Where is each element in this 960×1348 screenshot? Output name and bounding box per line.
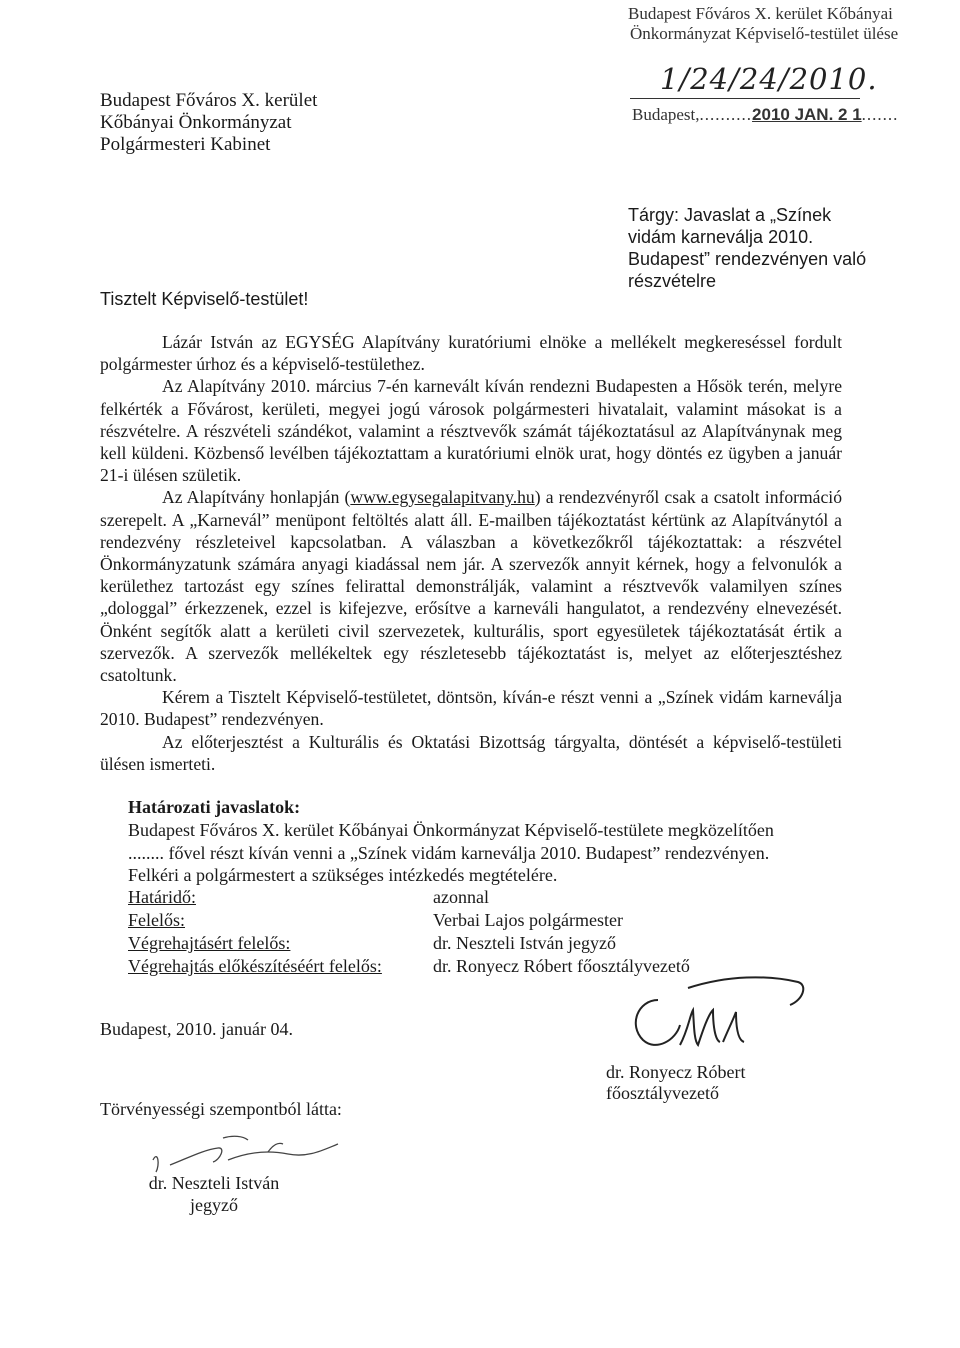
- paragraph-3-start: Az Alapítvány honlapján (: [162, 487, 351, 508]
- signature-ronyecz: [618, 970, 818, 1060]
- resolution-text: [128, 819, 848, 887]
- responsible-label: Felelős:: [128, 910, 185, 930]
- foundation-website-link[interactable]: www.egysegalapitvany.hu: [350, 487, 535, 508]
- received-city: Budapest,: [632, 105, 700, 124]
- paragraph-3: [100, 486, 842, 686]
- execution-row: [128, 932, 690, 955]
- registration-number: 1/24/24/2010.: [660, 62, 878, 96]
- resolution-title: Határozati javaslatok:: [128, 797, 301, 817]
- meeting-stamp: [628, 4, 898, 44]
- execution-label: Végrehajtásért felelős:: [128, 933, 291, 953]
- body-text: [100, 331, 842, 775]
- signer2-block: [148, 1172, 280, 1216]
- document-date: Budapest, 2010. január 04.: [100, 1019, 293, 1039]
- responsibility-table: [128, 886, 690, 978]
- execution-value: dr. Neszteli István jegyző: [433, 933, 616, 953]
- stamp-line-2: Önkormányzat Képviselő-testület ülése: [630, 24, 899, 43]
- responsible-row: [128, 909, 690, 932]
- paragraph-3-end: ) a rendezvényről csak a csatolt információ szerepelt. A „Karnevál” menüpont feltöltés alatt áll. E-mailben tájékoztatást kértünk az Alapítványtól a rendezvény részleteivel kapcsolatban. A válaszban a következőkről tájékoztattak: a részvétel Önkormányzatunk számára anyagi kiadással nem jár. A szervezők annyit kérnek, hogy a felvonulók a kerülethez tartozást egy színes felirattal demonstrálják, valamint a résztvevők valamilyen színes „dologgal” érkezzenek, ezzel is kifejezve, erősítve a karneváli hangulatot, a rendezvény elnevezését. Önként segítők alatt a kerületi civil szervezetek, kulturális, sport egyesületek tájékoztatását értik a szervezők. A szervezők mellékeltek egy részletesebb tájékoztatást is, melyet az előterjesztéshez csatoltunk.: [100, 487, 842, 686]
- subject: Tárgy: Javaslat a „Színek vidám karneválja 2010. Budapest” rendezvényen való részvételre: [628, 205, 867, 291]
- paragraph-2: Az Alapítvány 2010. március 7-én karnevált kíván rendezni Budapesten a Hősök terén, melyre felkérték a Fővárost, kerületi, megyei jogú városok polgármesteri hivatalait, valamint másokat is a részvételre. A részvételi szándékot, valamint a résztvevők számát tájékoztatásul az Alapítványnak meg kell küldeni. Közbenső levélben tájékoztattam a kuratóriumi elnök urat, hogy döntés ez ügyben a január 21-i ülésen születik.: [100, 376, 842, 486]
- signer-title: főosztályvezető: [606, 1083, 719, 1103]
- signer-block: [606, 1062, 745, 1104]
- paragraph-5: Az előterjesztést a Kulturális és Oktatási Bizottság tárgyalta, döntését a képviselő-testületi ülésen ismerteti.: [100, 731, 842, 774]
- issuer-line-3: Polgármesteri Kabinet: [100, 134, 271, 155]
- deadline-label: Határidő:: [128, 887, 196, 907]
- received-date: [632, 105, 898, 125]
- signer-name: dr. Ronyecz Róbert: [606, 1062, 746, 1082]
- signer2-title: jegyző: [190, 1195, 238, 1215]
- received-date-stamp: 2010 JAN. 2 1: [752, 105, 862, 124]
- deadline-row: [128, 886, 690, 909]
- stamp-line-1: Budapest Főváros X. kerület Kőbányai: [628, 4, 893, 23]
- preparation-row: [128, 955, 690, 978]
- date-dots-after: .......: [861, 105, 899, 124]
- issuer-block: [100, 90, 317, 156]
- date-dots: ..........: [699, 105, 753, 124]
- deadline-value: azonnal: [433, 887, 489, 907]
- legal-review-label: Törvényességi szempontból látta:: [100, 1099, 342, 1119]
- resolution-line-1: Budapest Főváros X. kerület Kőbányai Önkormányzat Képviselő-testülete megközelítően: [128, 820, 774, 840]
- resolution-line-3: Felkéri a polgármestert a szükséges intézkedés megtételére.: [128, 865, 558, 885]
- preparation-label: Végrehajtás előkészítéséért felelős:: [128, 956, 382, 976]
- paragraph-4: Kérem a Tisztelt Képviselő-testületet, döntsön, kíván-e részt venni a „Színek vidám karneválja 2010. Budapest” rendezvényen.: [100, 687, 842, 730]
- signer2-name: dr. Neszteli István: [148, 1173, 280, 1193]
- resolution-line-2: ........ fővel részt kíván venni a „Színek vidám karneválja 2010. Budapest” rendezvényen.: [128, 842, 770, 863]
- registration-underline: [630, 98, 860, 99]
- preparation-value: dr. Ronyecz Róbert főosztályvezető: [433, 956, 690, 976]
- paragraph-1: Lázár István az EGYSÉG Alapítvány kuratóriumi elnöke a mellékelt megkereséssel fordult polgármester úrhoz és a képviselő-testülethez.: [100, 332, 842, 375]
- salutation: Tisztelt Képviselő-testület!: [100, 289, 309, 309]
- issuer-line-1: Budapest Főváros X. kerület: [100, 90, 318, 111]
- issuer-line-2: Kőbányai Önkormányzat: [100, 112, 292, 133]
- responsible-value: Verbai Lajos polgármester: [433, 910, 623, 930]
